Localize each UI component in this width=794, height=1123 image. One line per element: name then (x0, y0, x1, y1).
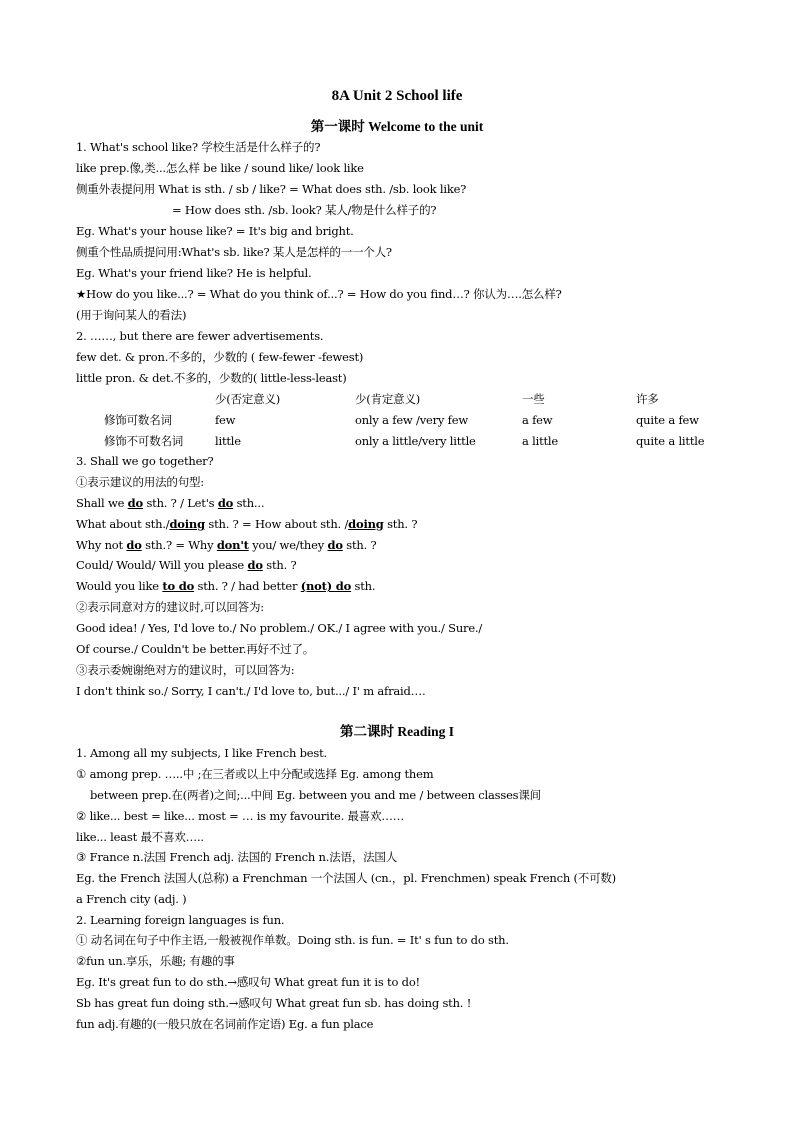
text-line: like... least 最不喜欢….. (76, 830, 204, 844)
text-line: = How does sth. /sb. look? 某人/物是什么样子的? (172, 203, 437, 217)
table-row-label: 修饰可数名词 (104, 413, 172, 427)
text-line: 3. Shall we go together? (76, 454, 214, 468)
suggestion-pattern-line: Shall we do sth. ? / Let's do sth... (76, 496, 265, 510)
text-line: 1. What's school like? 学校生活是什么样子的? (76, 140, 321, 154)
text-line: fun adj.有趣的(一般只放在名词前作定语) Eg. a fun place (76, 1017, 374, 1031)
text-line: Eg. What's your friend like? He is helpful. (76, 266, 312, 280)
text-line: ②表示同意对方的建议时,可以回答为: (76, 600, 264, 614)
text-line: ② like... best = like... most = … is my favourite. 最喜欢…… (76, 809, 405, 823)
text-line: few det. & pron.不多的，少数的 ( few-fewer -fewest) (76, 350, 364, 364)
document-title: 8A Unit 2 School life (331, 88, 463, 104)
text-line: ① among prep. …..中 ;在三者或以上中分配或选择 Eg. among them (76, 767, 434, 781)
text-line: ① 动名词在句子中作主语,一般被视作单数。Doing sth. is fun. = It' s fun to do sth. (76, 933, 509, 947)
lesson1-heading: 第一课时 Welcome to the unit (310, 119, 484, 134)
text-line: a French city (adj. ) (76, 892, 187, 906)
table-header: 少(肯定意义) (355, 392, 421, 406)
suggestion-pattern-line: What about sth./doing sth. ? = How about sth. /doing sth. ? (76, 517, 418, 531)
text-line: Eg. It's great fun to do sth.→感叹句 What great fun it is to do! (76, 975, 420, 989)
lesson2-heading: 第二课时 Reading I (339, 724, 454, 739)
text-line: ②fun un.享乐，乐趣; 有趣的事 (76, 954, 235, 968)
text-line: I don't think so./ Sorry, I can't./ I'd love to, but.../ I' m afraid…. (76, 684, 426, 698)
table-cell: a few (522, 413, 553, 427)
suggestion-pattern-line: Why not do sth.? = Why don't you/ we/they do sth. ? (76, 538, 377, 552)
text-line: 侧重个性品质提问用:What's sb. like? 某人是怎样的一一个人? (76, 245, 392, 259)
text-line: 2. Learning foreign languages is fun. (76, 913, 285, 927)
suggestion-pattern-line: Could/ Would/ Will you please do sth. ? (76, 558, 297, 572)
table-header: 少(否定意义) (215, 392, 281, 406)
text-line: 侧重外表提问用 What is sth. / sb / like? = What does sth. /sb. look like? (76, 182, 467, 196)
table-header: 一些 (522, 392, 545, 406)
table-cell: only a few /very few (355, 413, 468, 427)
text-line: ③表示委婉谢绝对方的建议时，可以回答为: (76, 663, 295, 677)
text-line: Eg. What's your house like? = It's big and bright. (76, 224, 354, 238)
text-line: ①表示建议的用法的句型: (76, 475, 204, 489)
table-row-label: 修饰不可数名词 (104, 434, 184, 448)
text-line: little pron. & det.不多的，少数的( little-less-least) (76, 371, 347, 385)
table-cell: little (215, 434, 241, 448)
table-header: 许多 (636, 392, 659, 406)
text-line: ③ France n.法国 French adj. 法国的 French n.法语，法国人 (76, 850, 398, 864)
table-cell: a little (522, 434, 558, 448)
text-line: 1. Among all my subjects, I like French best. (76, 746, 327, 760)
table-cell: only a little/very little (355, 434, 476, 448)
text-line: between prep.在(两者)之间;...中间 Eg. between you and me / between classes课间 (90, 788, 541, 802)
text-line: ★How do you like...? = What do you think of...? = How do you find…? 你认为….怎么样? (76, 287, 562, 301)
table-cell: few (215, 413, 236, 427)
table-cell: quite a little (636, 434, 705, 448)
text-line: Sb has great fun doing sth.→感叹句 What great fun sb. has doing sth. ! (76, 996, 472, 1010)
text-line: 2. ……, but there are fewer advertisements. (76, 329, 324, 343)
text-line: Good idea! / Yes, I'd love to./ No problem./ OK./ I agree with you./ Sure./ (76, 621, 483, 635)
text-line: Eg. the French 法国人(总称) a Frenchman 一个法国人 (cn.，pl. Frenchmen) speak French (不可数) (76, 871, 616, 885)
table-cell: quite a few (636, 413, 699, 427)
text-line: (用于询问某人的看法) (76, 308, 187, 322)
suggestion-pattern-line: Would you like to do sth. ? / had better (not) do sth. (76, 579, 376, 593)
text-line: like prep.像,类...怎么样 be like / sound like/ look like (76, 161, 364, 175)
text-line: Of course./ Couldn't be better.再好不过了。 (76, 642, 315, 656)
